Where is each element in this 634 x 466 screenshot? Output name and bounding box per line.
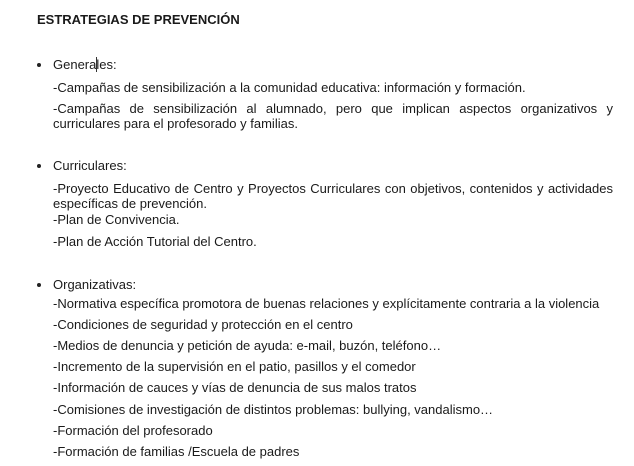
list-item-continuation: curriculares para el profesorado y familias. (53, 116, 298, 131)
bullet-icon (37, 283, 41, 287)
bullet-icon (37, 164, 41, 168)
list-item: -Formación del profesorado (53, 423, 213, 438)
list-item: -Condiciones de seguridad y protección en el centro (53, 317, 353, 332)
bullet-icon (37, 63, 41, 67)
list-item: -Normativa específica promotora de buenas relaciones y explícitamente contraria a la violencia (53, 296, 600, 311)
section-label: Organizativas: (53, 277, 137, 292)
list-item: -Comisiones de investigación de distintos problemas: bullying, vandalismo… (53, 402, 494, 417)
list-item-continuation: específicas de prevención. (53, 196, 207, 211)
list-item: -Medios de denuncia y petición de ayuda: e-mail, buzón, teléfono… (53, 338, 442, 353)
list-item: -Proyecto Educativo de Centro y Proyectos Curriculares con objetivos, contenidos y actividades (53, 181, 613, 196)
section-label: Generales: (53, 57, 117, 72)
list-item: -Campañas de sensibilización al alumnado, pero que implican aspectos organizativos y (53, 101, 613, 116)
list-item: -Formación de familias /Escuela de padres (53, 444, 300, 459)
section-label: Curriculares: (53, 158, 127, 173)
list-item: -Plan de Acción Tutorial del Centro. (53, 234, 257, 249)
list-item: -Información de cauces y vías de denuncia de sus malos tratos (53, 380, 417, 395)
document-title: ESTRATEGIAS DE PREVENCIÓN (37, 12, 240, 27)
list-item: -Plan de Convivencia. (53, 212, 180, 227)
list-item: -Incremento de la supervisión en el patio, pasillos y el comedor (53, 359, 416, 374)
list-item: -Campañas de sensibilización a la comunidad educativa: información y formación. (53, 80, 526, 95)
